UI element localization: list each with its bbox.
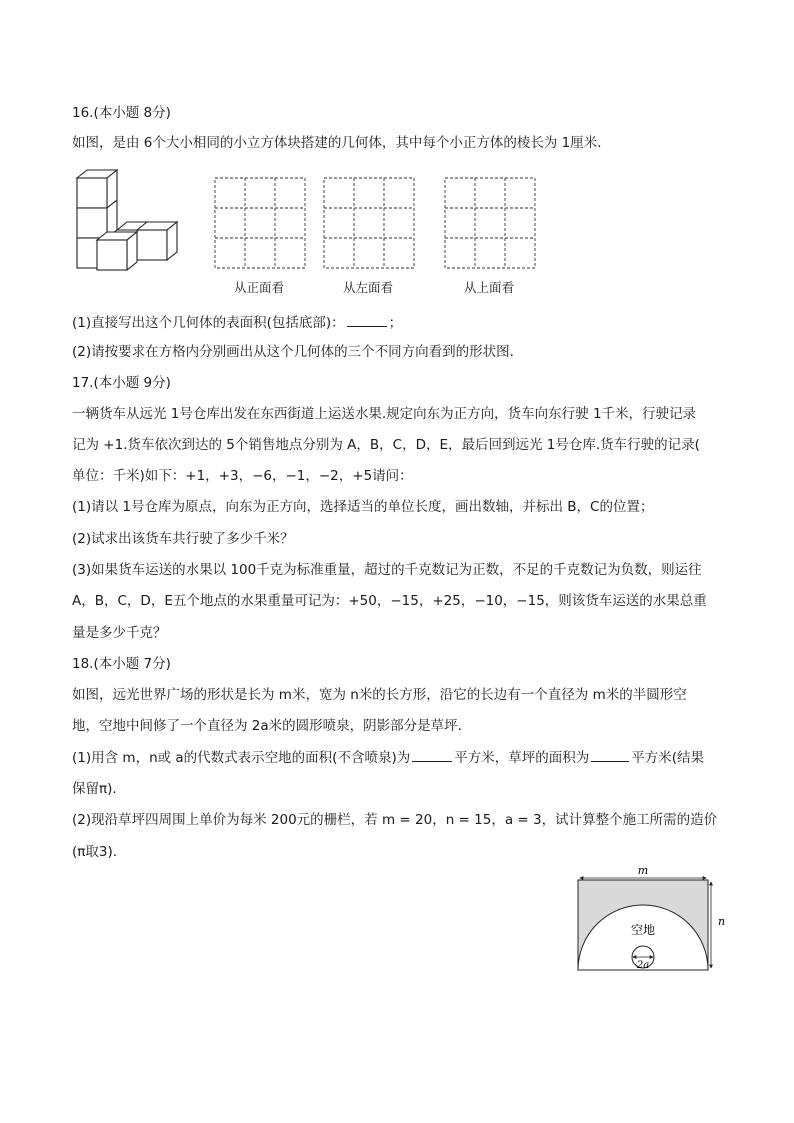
cube-figure [72, 168, 187, 278]
q18-part2-line2: (π取3). [72, 844, 118, 860]
q16-part1-text: (1)直接写出这个几何体的表面积(包括底部)： [72, 315, 345, 331]
q17-part3-line1: (3)如果货车运送的水果以 100千克为标准重量，超过的千克数记为正数，不足的千克数记为负数，则运往 [72, 562, 702, 578]
label-empty-area: 空地 [630, 923, 656, 937]
plaza-figure [570, 862, 730, 978]
q18-part2-line1: (2)现沿草坪四周围上单价为每米 200元的栅栏，若 m = 20，n = 15，a = 3，试计算整个施工所需的造价 [72, 812, 718, 828]
label-n: n [718, 915, 726, 928]
q18-part1 [72, 749, 704, 767]
label-left-view: 从左面看 [342, 280, 393, 295]
q18-part1-text-c: 平方米(结果 [631, 750, 704, 766]
q16-part1 [72, 314, 402, 332]
q18-part1-text-b: 平方米，草坪的面积为 [454, 750, 590, 766]
answer-blank-surface-area[interactable] [347, 314, 387, 327]
q16-part1-end: ； [388, 315, 403, 331]
answer-blank-grass-area[interactable] [591, 749, 629, 762]
q17-part2: (2)试求出该货车共行驶了多少千米？ [72, 531, 294, 547]
q18-line1: 如图，远光世界广场的形状是长为 m米，宽为 n米的长方形，沿它的长边有一个直径为 m米的半圆形空 [72, 687, 687, 703]
grid-top-view[interactable] [444, 177, 538, 271]
q18-line2: 地，空地中间修了一个直径为 2a米的圆形喷泉，阴影部分是草坪. [72, 718, 462, 734]
q16-part2: (2)请按要求在方格内分别画出从这个几何体的三个不同方向看到的形状图. [72, 344, 514, 360]
q16-header: 16.(本小题 8分) [72, 105, 171, 121]
grid-front-view[interactable] [214, 177, 308, 271]
q17-line2: 记为 +1.货车依次到达的 5个销售地点分别为 A，B，C，D，E，最后回到远光 1号仓库.货车行驶的记录( [72, 437, 700, 453]
grid-left-view[interactable] [323, 177, 417, 271]
q17-header: 17.(本小题 9分) [72, 375, 171, 391]
q17-part3-line3: 量是多少千克？ [72, 625, 167, 641]
q18-part1-cont: 保留π). [72, 781, 117, 797]
q18-part1-text-a: (1)用含 m，n或 a的代数式表示空地的面积(不含喷泉)为 [72, 750, 411, 766]
label-top-view: 从上面看 [463, 280, 514, 295]
label-front-view: 从正面看 [233, 280, 284, 295]
answer-blank-empty-area[interactable] [412, 749, 452, 762]
q16-intro: 如图，是由 6个大小相同的小立方体块搭建的几何体，其中每个小正方体的棱长为 1厘米. [72, 135, 602, 151]
q18-header: 18.(本小题 7分) [72, 656, 171, 672]
label-m: m [637, 864, 649, 877]
q17-line1: 一辆货车从远光 1号仓库出发在东西街道上运送水果.规定向东为正方向，货车向东行驶 1千米，行驶记录 [72, 406, 697, 422]
q17-part1: (1)请以 1号仓库为原点，向东为正方向，选择适当的单位长度，画出数轴，并标出 B，C的位置； [72, 499, 654, 515]
q17-part3-line2: A，B，C，D，E五个地点的水果重量可记为：+50，−15，+25，−10，−15，则该货车运送的水果总重 [72, 593, 707, 609]
q17-line3: 单位：千米)如下：+1，+3，−6，−1，−2，+5请问： [72, 468, 413, 484]
label-diameter: 2a [636, 960, 650, 971]
